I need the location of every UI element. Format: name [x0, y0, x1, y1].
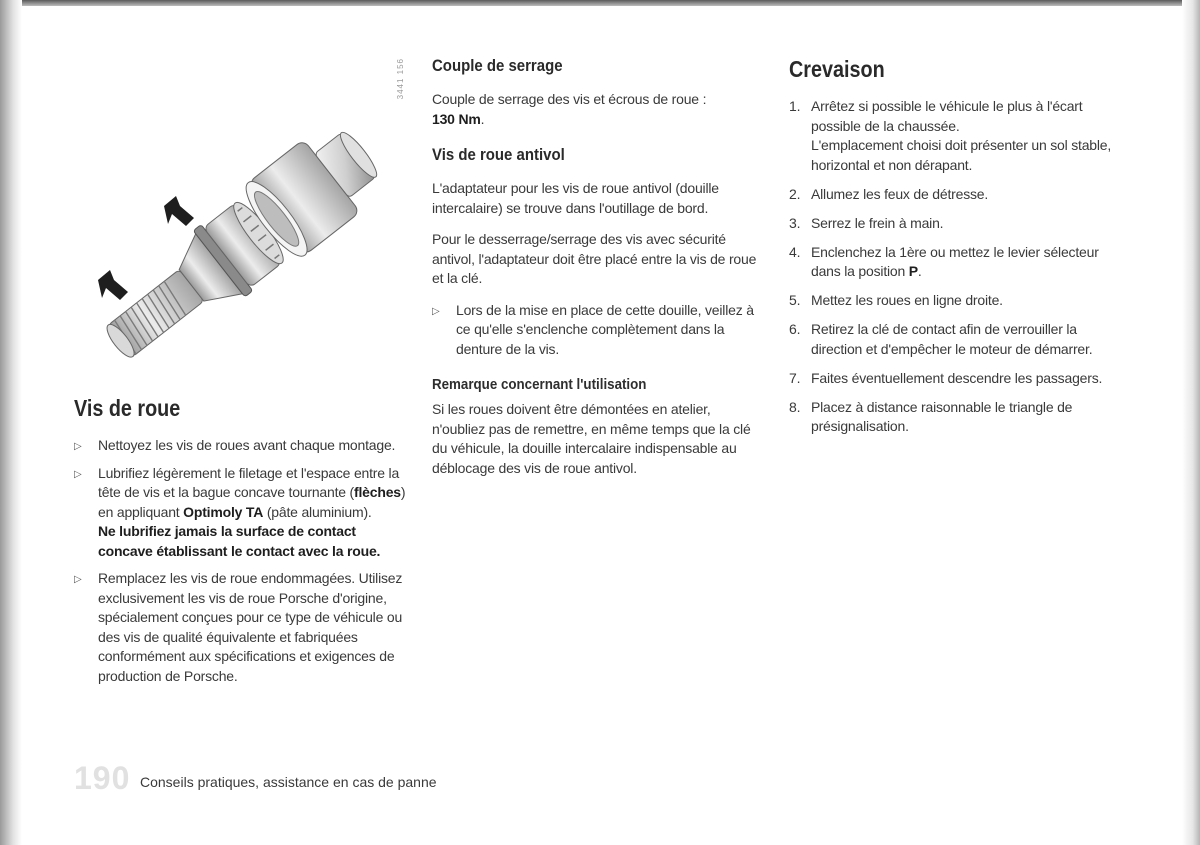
- bullet-list: [74, 436, 409, 686]
- step-text: Mettez les roues en ligne droite.: [811, 292, 1003, 308]
- antivol-paragraph-1: L'adaptateur pour les vis de roue antivol (douille intercalaire) se trouve dans l'outillage de bord.: [432, 180, 719, 216]
- triangle-bullet-icon: ▷: [74, 441, 82, 452]
- list-item: ▷ Lors de la mise en place de cette douille, veillez à ce qu'elle s'enclenche complètement dans la denture de la vis.: [432, 301, 754, 357]
- remarque-text: Si les roues doivent être démontées en atelier, n'oubliez pas de remettre, en même temps que la clé du véhicule, la douille intercalaire indispensable au déblocage des vis de roue antivol.: [432, 401, 751, 476]
- list-item: [789, 320, 1124, 359]
- remarque-heading: Remarque concernant l'utilisation: [432, 377, 647, 393]
- step-number: 1.: [789, 98, 801, 114]
- page-top-edge: [0, 0, 1200, 6]
- triangle-bullet-icon: ▷: [74, 468, 82, 480]
- list-item: [789, 291, 1124, 311]
- antivol-paragraph-2: Pour le desserrage/serrage des vis avec sécurité antivol, l'adaptateur doit être placé entre la vis de roue et la clé.: [432, 231, 757, 286]
- vis-de-roue-section: [74, 395, 409, 694]
- step-number: 4.: [789, 243, 801, 260]
- crevaison-section: [789, 56, 1124, 446]
- list-item: ▷ Lubrifiez légèrement le filetage et l'espace entre la tête de vis et la bague concave tournante (flèches) en appliquant Optimoly TA (pâte aluminium). Ne lubrifiez jamais la surface de contact concave établissant le contact avec la roue.: [74, 464, 409, 562]
- torque-value: 130 Nm: [432, 110, 481, 127]
- page-number: 190: [74, 760, 131, 796]
- list-item: ▷ Nettoyez les vis de roues avant chaque montage.: [74, 436, 409, 456]
- step-text: Arrêtez si possible le véhicule le plus à l'écart possible de la chaussée. L'emplacement choisi doit présenter un sol stable, horizontal et non dérapant.: [811, 98, 1112, 173]
- step-bold: P: [908, 263, 918, 279]
- wheel-bolt-illustration: [80, 110, 400, 380]
- couple-heading: Couple de serrage: [432, 56, 563, 75]
- step-text: Placez à distance raisonnable le triangle de présignalisation.: [811, 398, 1073, 434]
- antivol-heading: Vis de roue antivol: [432, 145, 565, 164]
- step-number: 6.: [789, 321, 801, 337]
- footer-section-title: Conseils pratiques, assistance en cas de panne: [140, 774, 437, 790]
- crevaison-heading: Crevaison: [789, 56, 885, 82]
- couple-antivol-column: [432, 56, 767, 490]
- step-number: 8.: [789, 398, 801, 415]
- page-left-edge: [0, 0, 22, 845]
- list-item: 4. Enclenchez la 1ère ou mettez le levier sélecteur dans la position P.: [789, 243, 1099, 279]
- step-text: Serrez le frein à main.: [811, 214, 944, 231]
- list-item: ▷ Remplacez les vis de roue endommagées. Utilisez exclusivement les vis de roue Porsche d'origine, spécialement conçues pour ce type de véhicule ou des vis de qualité équivalente et fabriquées conformément aux spécifications et exigences de production de Porsche.: [74, 570, 403, 684]
- list-item: [789, 369, 1124, 389]
- figure-code: 3441 156: [396, 58, 405, 100]
- step-text: Faites éventuellement descendre les passagers.: [811, 369, 1103, 386]
- triangle-bullet-icon: ▷: [432, 305, 440, 317]
- step-text: Retirez la clé de contact afin de verrouiller la direction et d'empêcher le moteur de démarrer.: [811, 321, 1093, 357]
- section-heading: Vis de roue: [74, 395, 181, 421]
- list-item: [789, 398, 1124, 437]
- step-number: 7.: [789, 369, 801, 386]
- crevaison-steps: [789, 97, 1124, 437]
- step-text: Allumez les feux de détresse.: [811, 185, 989, 202]
- step-number: 2.: [789, 185, 801, 202]
- step-text: Enclenchez la 1ère ou mettez le levier sélecteur dans la position: [811, 243, 1099, 279]
- step-number: 3.: [789, 214, 801, 231]
- triangle-bullet-icon: ▷: [74, 574, 82, 585]
- list-item: [789, 214, 1124, 234]
- list-item: [789, 97, 1124, 175]
- antivol-bullets: [432, 301, 767, 360]
- list-item: [789, 185, 1124, 205]
- page-footer: [74, 760, 574, 794]
- warning-text: Ne lubrifiez jamais la surface de contact concave établissant le contact avec la roue.: [98, 523, 381, 559]
- page-right-edge: [1182, 0, 1200, 845]
- step-number: 5.: [789, 292, 801, 308]
- couple-text: Couple de serrage des vis et écrous de roue : 130 Nm.: [432, 91, 707, 127]
